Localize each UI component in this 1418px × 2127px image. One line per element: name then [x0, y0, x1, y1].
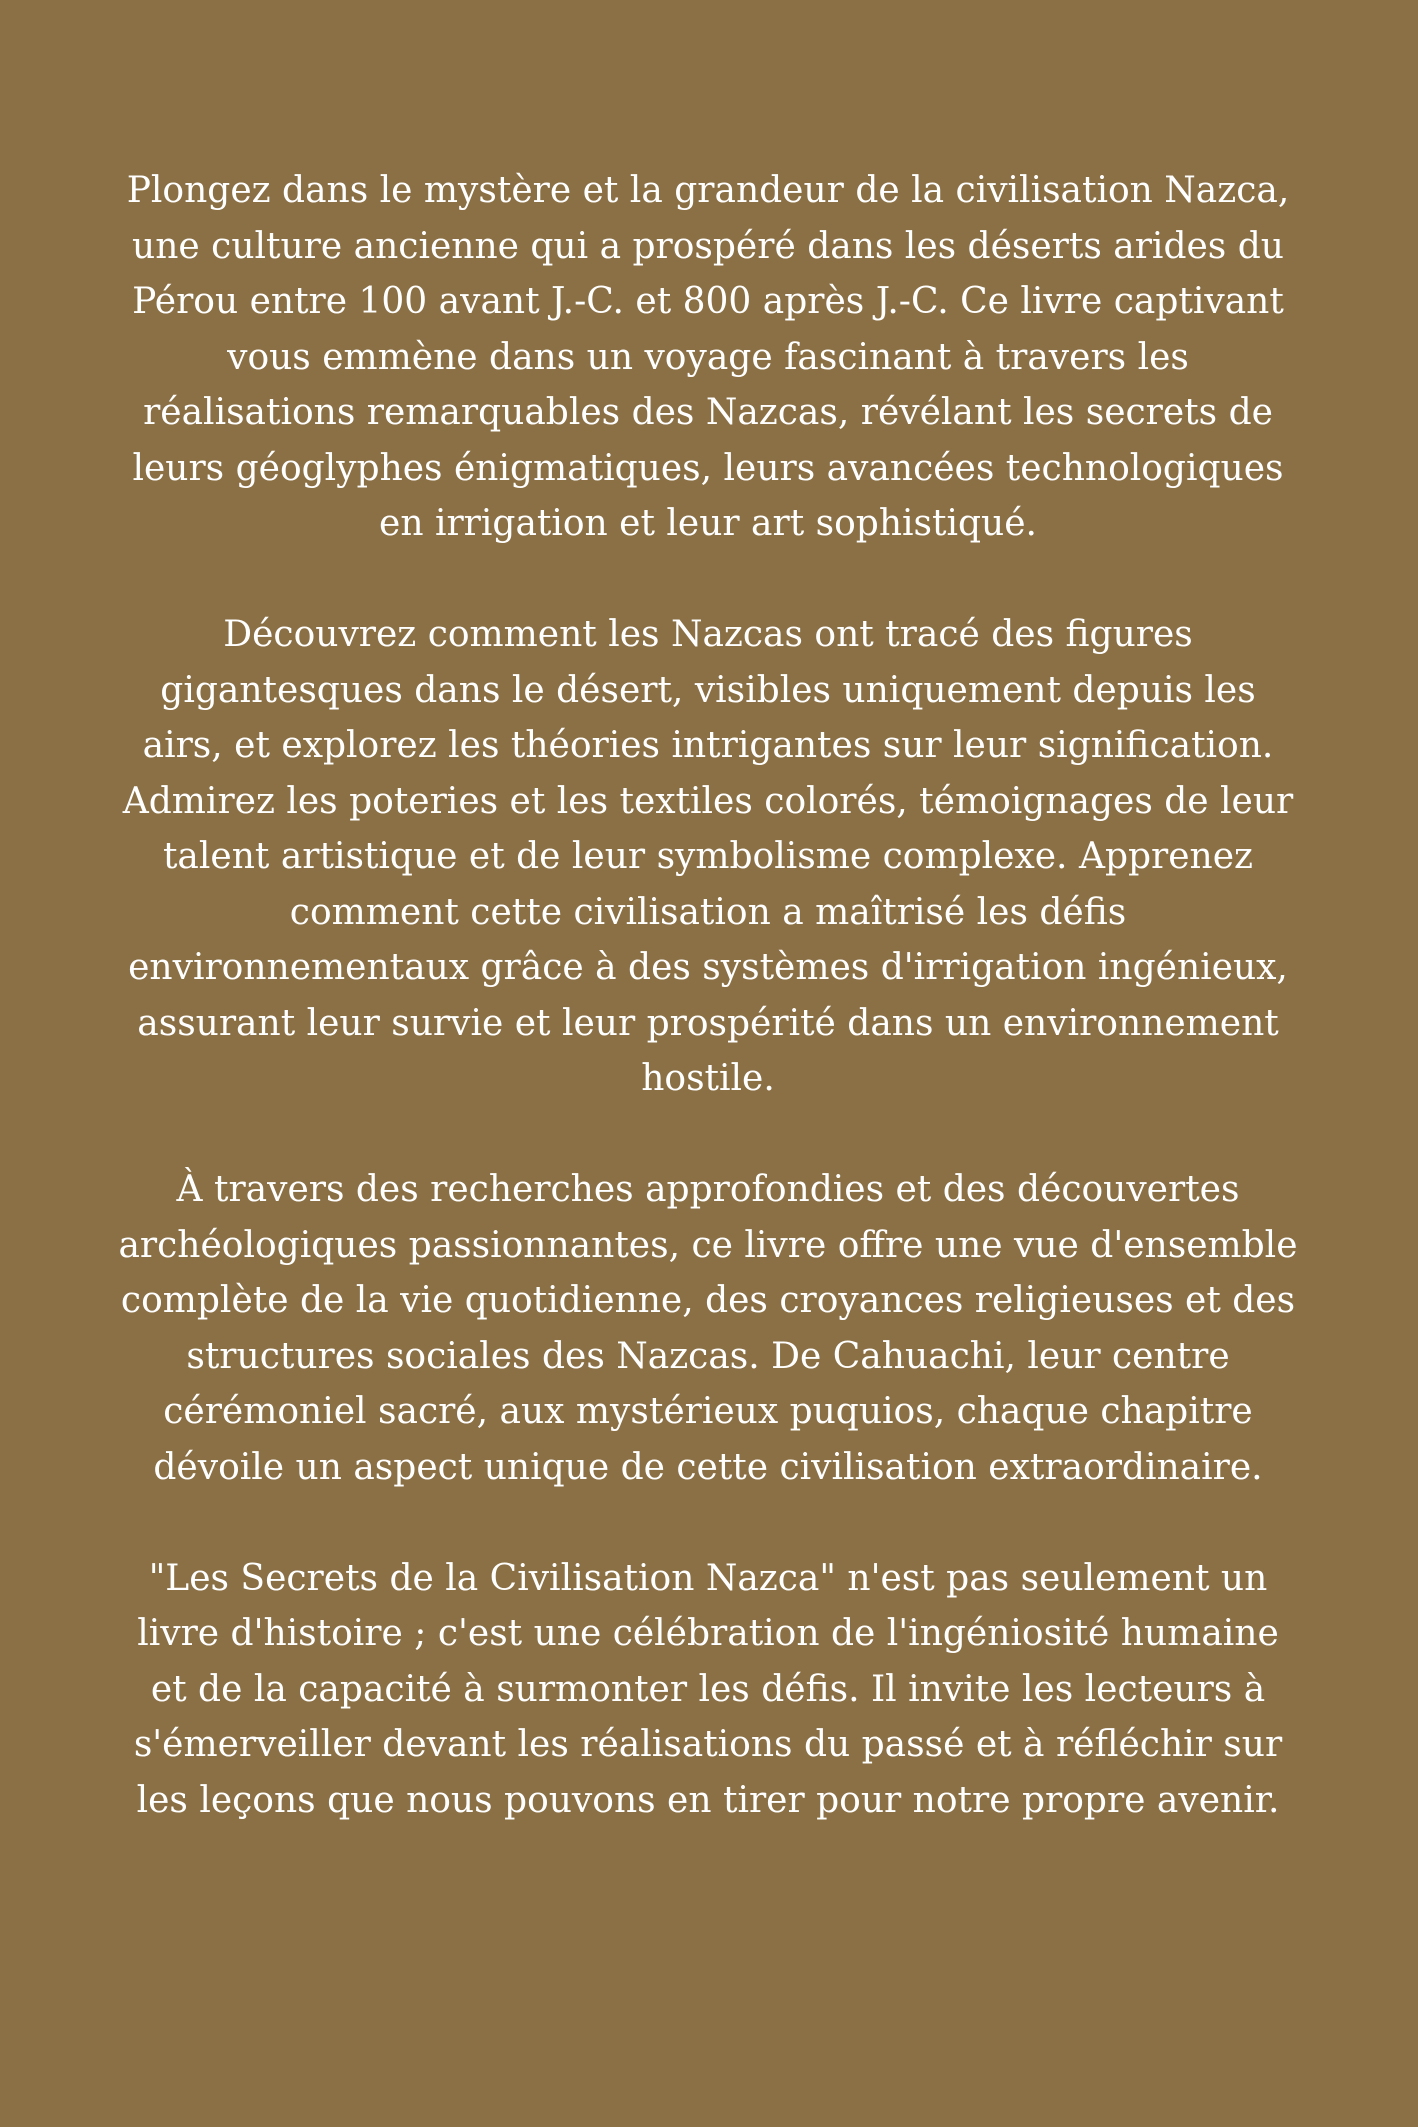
paragraph-research: À travers des recherches approfondies et des découvertes archéologiques passionnantes, ce livre offre une vue d'ensemble complète de la vie quotidienne, des croyances religieuses et des structures sociales des Nazcas. De Cahuachi, leur centre cérémoniel sacré, aux mystérieux puquios, chaque chapitre dévoile un aspect unique de cette civilisation extraordinaire. — [118, 1169, 1298, 1488]
paragraph-geoglyphs: Découvrez comment les Nazcas ont tracé des figures gigantesques dans le désert, visibles uniquement depuis les airs, et explorez les théories intrigantes sur leur signification. Admirez les poteries et les textiles colorés, témoignages de leur talent artistique et de leur symbolisme complexe. Apprenez comment cette civilisation a maîtrisé les défis environnementaux grâce à des systèmes d'irrigation ingénieux, assurant leur survie et leur prospérité dans un environnement hostile. — [122, 614, 1294, 1099]
paragraph-intro: Plongez dans le mystère et la grandeur de la civilisation Nazca, une culture ancienne qui a prospéré dans les déserts arides du Pérou entre 100 avant J.-C. et 800 après J.-C. Ce livre captivant vous emmène dans un voyage fascinant à travers les réalisations remarquables des Nazcas, révélant les secrets de leurs géoglyphes énigmatiques, leurs avancées technologiques en irrigation et leur art sophistiqué. — [126, 170, 1290, 544]
paragraph-conclusion: "Les Secrets de la Civilisation Nazca" n'est pas seulement un livre d'histoire ; c'est une célébration de l'ingéniosité humaine et de la capacité à surmonter les défis. Il invite les lecteurs à s'émerveiller devant les réalisations du passé et à réfléchir sur les leçons que nous pouvons en tirer pour notre propre avenir. — [133, 1557, 1283, 1821]
back-cover-text — [118, 163, 1298, 1828]
